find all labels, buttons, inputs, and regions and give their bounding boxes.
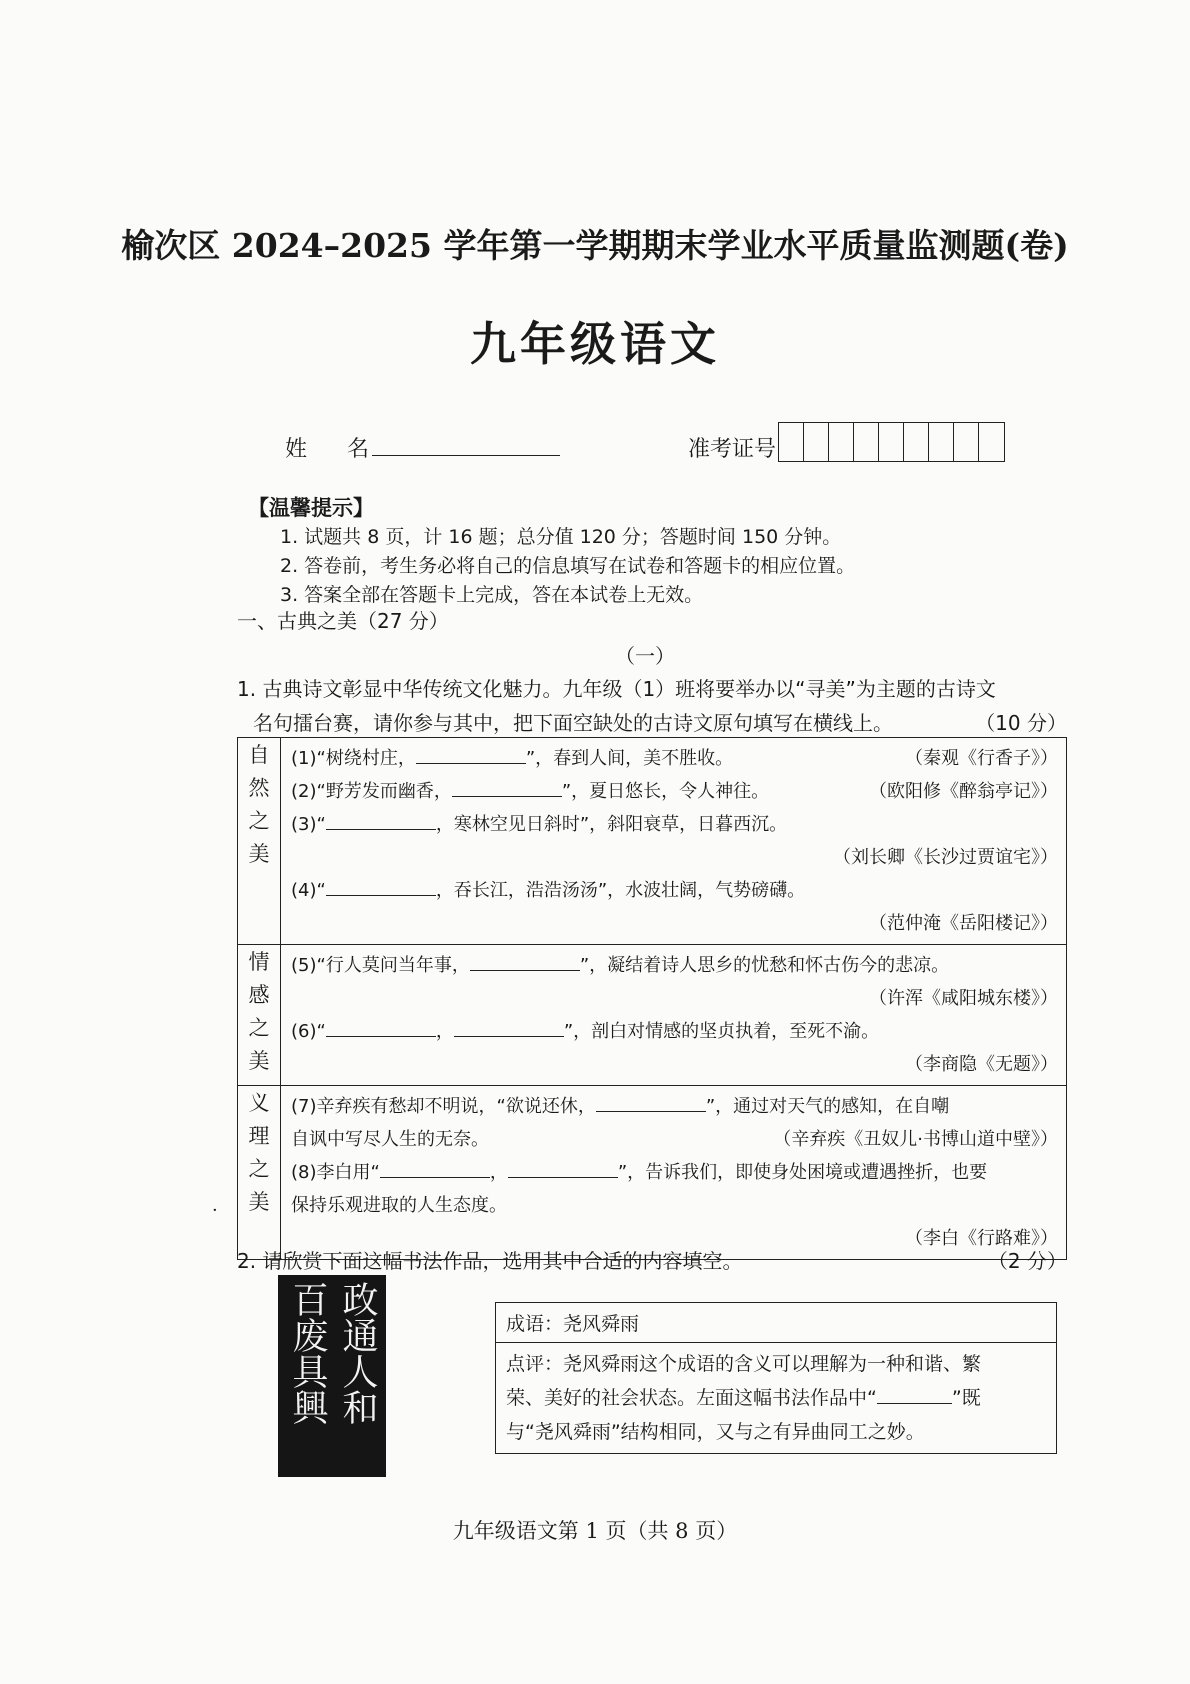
source: （李商隐《无题》） xyxy=(905,1054,1058,1075)
question-2: 2. 请欣赏下面这幅书法作品，选用其中合适的内容填空。 （2 分） xyxy=(237,1245,1067,1274)
source: （欧阳修《醉翁亭记》） xyxy=(869,781,1058,802)
stray-mark: · xyxy=(212,1200,218,1221)
exam-id-label: 准考证号 xyxy=(688,437,777,462)
tip-item: 1. 试题共 8 页，计 16 题；总分值 120 分；答题时间 150 分钟。 xyxy=(280,526,842,548)
answer-blank[interactable] xyxy=(326,809,436,830)
question-1: 1. 古典诗文彰显中华传统文化魅力。九年级（1）班将要举办以“寻美”为主题的古诗文 名句擂台赛，请你参与其中，把下面空缺处的古诗文原句填写在横线上。 （10 分） xyxy=(237,672,1067,740)
section-title: 一、古典之美（27 分） xyxy=(237,609,449,633)
category-nature: 自 然 之 美 xyxy=(238,738,281,945)
answer-blank[interactable] xyxy=(326,875,436,896)
id-box[interactable] xyxy=(954,423,979,461)
id-box[interactable] xyxy=(929,423,954,461)
id-box[interactable] xyxy=(779,423,804,461)
source: （许浑《咸阳城东楼》） xyxy=(869,988,1058,1009)
answer-blank[interactable] xyxy=(380,1157,490,1178)
source: （秦观《行香子》） xyxy=(905,748,1058,769)
category-emotion: 情 感 之 美 xyxy=(238,945,281,1086)
id-box[interactable] xyxy=(879,423,904,461)
answer-blank[interactable] xyxy=(454,1016,564,1037)
source: （李白《行路难》） xyxy=(905,1228,1058,1249)
subject-title: 九年级语文 xyxy=(470,317,720,371)
question-points: （10 分） xyxy=(975,711,1067,735)
poetry-table xyxy=(237,737,1067,1260)
answer-blank[interactable] xyxy=(508,1157,618,1178)
calligraphy-image xyxy=(278,1275,386,1477)
exam-id-boxes[interactable] xyxy=(778,422,1005,462)
tips-title: 【温馨提示】 xyxy=(248,496,374,520)
item-4: (4)“ ，吞长江，浩浩汤汤”，水波壮阔，气势磅礴。 xyxy=(291,874,1058,907)
idiom-comment: 点评：尧风舜雨这个成语的含义可以理解为一种和谐、繁 荣、美好的社会状态。左面这幅书法作品中“ ”既 与“尧风舜雨”结构相同，又与之有异曲同工之妙。 xyxy=(506,1353,982,1443)
item-2: (2)“野芳发而幽香， ”，夏日悠长，令人神往。 （欧阳修《醉翁亭记》） xyxy=(291,775,1058,808)
idiom-heading: 成语：尧风舜雨 xyxy=(496,1303,1056,1343)
calligraphy-col-2: 百废具興 xyxy=(287,1281,328,1425)
question-points: （2 分） xyxy=(987,1249,1067,1273)
exam-title: 榆次区 2024–2025 学年第一学期期末学业水平质量监测题(卷) xyxy=(121,226,1069,265)
name-field[interactable] xyxy=(372,455,560,456)
item-3: (3)“ ，寒林空见日斜时”，斜阳衰草，日暮西沉。 xyxy=(291,808,1058,841)
source: （范仲淹《岳阳楼记》） xyxy=(869,913,1058,934)
answer-blank[interactable] xyxy=(470,950,580,971)
calligraphy-col-1: 政通人和 xyxy=(337,1281,378,1425)
id-box[interactable] xyxy=(904,423,929,461)
answer-blank[interactable] xyxy=(596,1091,706,1112)
item-8-cont: 保持乐观进取的人生态度。 xyxy=(291,1195,507,1216)
part-heading: （一） xyxy=(615,644,675,668)
item-6: (6)“ ， ”，剖白对情感的坚贞执着，至死不渝。 xyxy=(291,1015,1058,1048)
id-box[interactable] xyxy=(829,423,854,461)
tip-item: 3. 答案全部在答题卡上完成，答在本试卷上无效。 xyxy=(280,584,704,606)
tip-item: 2. 答卷前，考生务必将自己的信息填写在试卷和答题卡的相应位置。 xyxy=(280,555,856,577)
page-footer: 九年级语文第 1 页（共 8 页） xyxy=(452,1519,738,1543)
source: （辛弃疾《丑奴儿·书博山道中壁》） xyxy=(773,1129,1058,1150)
category-reason: 义 理 之 美 xyxy=(238,1086,281,1260)
item-7-cont: 自讽中写尽人生的无奈。 （辛弃疾《丑奴儿·书博山道中壁》） xyxy=(291,1123,1058,1156)
idiom-box xyxy=(495,1302,1057,1454)
answer-blank[interactable] xyxy=(326,1016,436,1037)
id-box[interactable] xyxy=(979,423,1004,461)
answer-blank[interactable] xyxy=(416,743,526,764)
id-box[interactable] xyxy=(854,423,879,461)
source: （刘长卿《长沙过贾谊宅》） xyxy=(833,847,1058,868)
item-8: (8)李白用“ ， ”，告诉我们，即使身处困境或遭遇挫折，也要 xyxy=(291,1156,1058,1189)
id-box[interactable] xyxy=(804,423,829,461)
item-7: (7)辛弃疾有愁却不明说，“欲说还休， ”，通过对天气的感知，在自嘲 xyxy=(291,1090,1058,1123)
answer-blank[interactable] xyxy=(452,776,562,797)
item-5: (5)“行人莫问当年事， ”，凝结着诗人思乡的忧愁和怀古伤今的悲凉。 xyxy=(291,949,1058,982)
item-1: (1)“树绕村庄， ”，春到人间，美不胜收。 （秦观《行香子》） xyxy=(291,742,1058,775)
answer-blank[interactable] xyxy=(877,1383,952,1404)
name-label: 姓 名 xyxy=(285,437,370,462)
